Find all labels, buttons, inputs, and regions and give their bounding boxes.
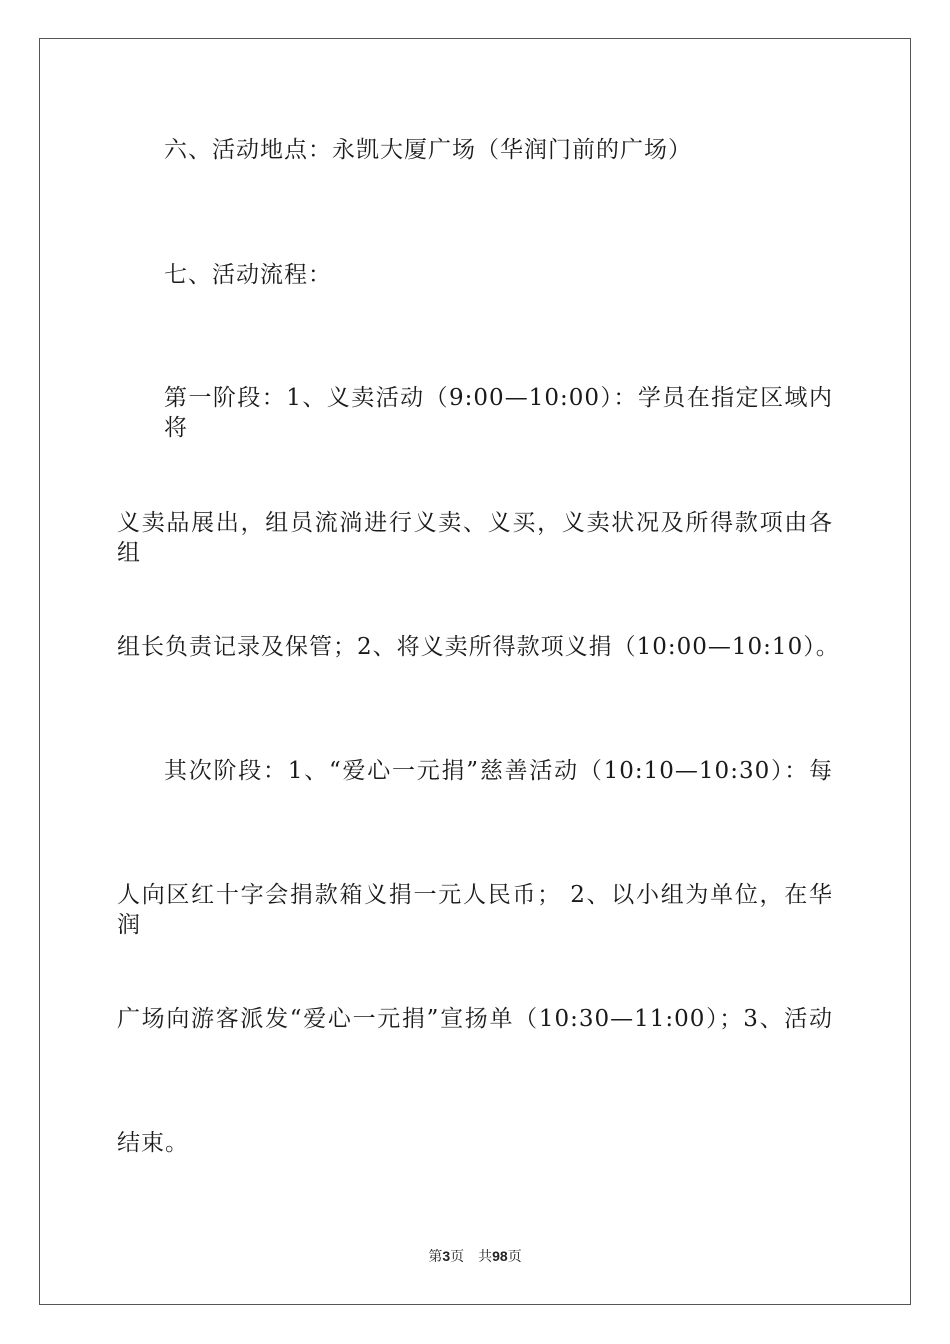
paragraph-stage-two-line-2: 人向区红十字会捐款箱义捐一元人民币； 2、以小组为单位，在华润 xyxy=(117,882,833,938)
paragraph-location: 六、活动地点：永凯大厦广场（华润门前的广场） xyxy=(164,137,692,163)
page-footer xyxy=(0,1247,950,1267)
paragraph-stage-two-line-3: 广场向游客派发“爱心一元捐”宣扬单（10:30—11:00）；3、活动 xyxy=(117,1006,833,1032)
paragraph-stage-one-line-3: 组长负责记录及保管；2、将义卖所得款项义捐（10:00—10:10）。 xyxy=(117,634,840,660)
footer-page-prefix: 第 xyxy=(428,1250,443,1265)
footer-page-suffix: 页 xyxy=(450,1250,465,1265)
paragraph-stage-two-line-4: 结束。 xyxy=(117,1130,189,1156)
footer-total-suffix: 页 xyxy=(507,1250,522,1265)
footer-total-pages: 98 xyxy=(492,1248,508,1264)
page-border xyxy=(39,38,911,1305)
footer-page-number: 3 xyxy=(442,1248,451,1264)
paragraph-stage-one-line-1: 第一阶段：1、义卖活动（9:00—10:00）：学员在指定区域内将 xyxy=(164,385,833,441)
paragraph-stage-one-line-2: 义卖品展出，组员流淌进行义卖、义买，义卖状况及所得款项由各组 xyxy=(117,510,833,566)
footer-total-prefix: 共 xyxy=(478,1250,493,1265)
paragraph-stage-two-line-1: 其次阶段：1、“爱心一元捐”慈善活动（10:10—10:30）：每 xyxy=(164,758,833,784)
paragraph-process-heading: 七、活动流程： xyxy=(164,262,332,288)
